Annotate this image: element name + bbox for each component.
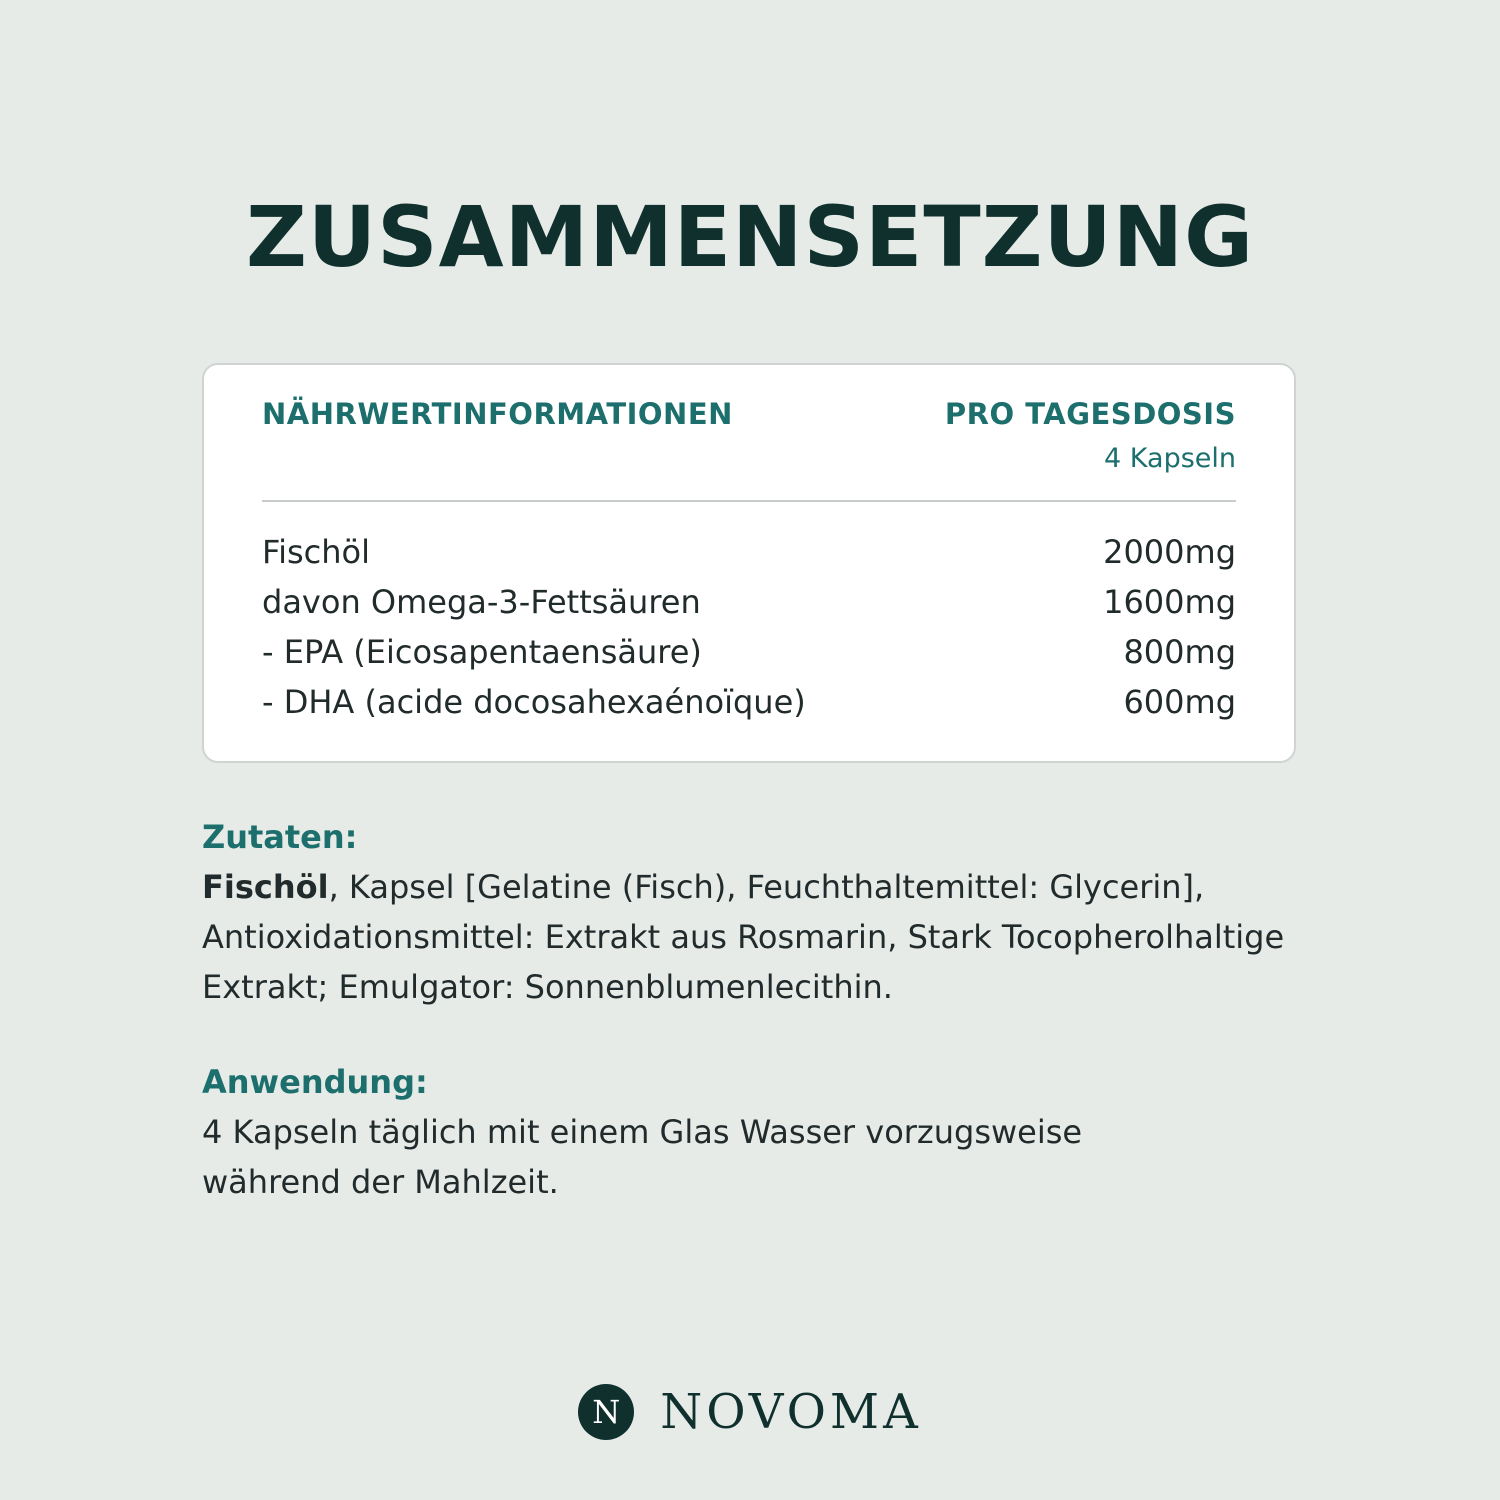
row-label: Fischöl: [262, 533, 370, 571]
nutrition-rows: [262, 527, 1236, 727]
brand-n-circle-icon: N: [578, 1384, 634, 1440]
usage-heading: Anwendung:: [202, 1063, 428, 1101]
brand-name: NOVOMA: [660, 1384, 922, 1440]
nutrition-table: [202, 363, 1296, 763]
row-value: 800mg: [1123, 633, 1236, 671]
dose-header-sub: 4 Kapseln: [1104, 443, 1236, 474]
ingredients-text: [202, 862, 1362, 1012]
row-value: 2000mg: [1103, 533, 1236, 571]
brand-footer: [0, 1384, 1500, 1440]
table-row: [262, 677, 1236, 727]
dose-header-label: PRO TAGESDOSIS: [944, 397, 1236, 431]
row-label: - EPA (Eicosapentaensäure): [262, 633, 702, 671]
ingredients-section: [202, 812, 1362, 1012]
table-divider: [262, 500, 1236, 502]
table-row: [262, 577, 1236, 627]
ingredients-lead: Fischöl: [202, 868, 329, 906]
ingredients-rest: , Kapsel [Gelatine (Fisch), Feuchthaltemittel: Glycerin], Antioxidationsmittel: Extrakt aus Rosmarin, Stark Tocopherolhaltige Extrakt; Emulgator: Sonnenblumenlecithin.: [202, 868, 1285, 1006]
ingredients-heading: Zutaten:: [202, 818, 358, 856]
nutrition-header-label: NÄHRWERTINFORMATIONEN: [262, 397, 733, 431]
row-label: davon Omega-3-Fettsäuren: [262, 583, 701, 621]
row-value: 600mg: [1123, 683, 1236, 721]
row-value: 1600mg: [1103, 583, 1236, 621]
usage-section: [202, 1057, 1222, 1207]
page-title: ZUSAMMENSETZUNG: [245, 188, 1255, 286]
table-row: [262, 527, 1236, 577]
usage-text: 4 Kapseln täglich mit einem Glas Wasser vorzugsweise während der Mahlzeit.: [202, 1113, 1083, 1201]
dose-header: [945, 397, 1236, 474]
table-row: [262, 627, 1236, 677]
row-label: - DHA (acide docosahexaénoïque): [262, 683, 806, 721]
